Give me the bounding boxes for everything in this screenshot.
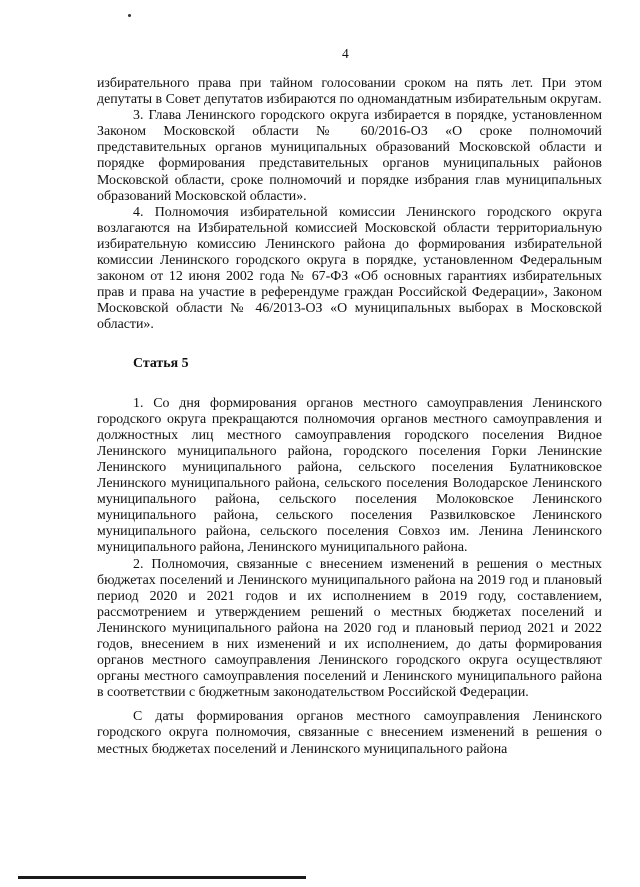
paragraph-budget-powers: 2. Полномочия, связанные с внесением изменений в решения о местных бюджетах поселений и Ленинского муниципального района на 2019 год и плановый период 2020 и 2021 годов и их исполнением в 2019 году, составлением, рассмотрением и утверждением решений о местных бюджетах поселений и Ленинского муниципального района на 2020 год и плановый период 2021 и 2022 годов, внесением в них изменений и их исполнением, до даты формирования органов местного самоуправления Ленинского городского округа осуществляют органы местного самоуправления поселений и Ленинского муниципального района в соответствии с бюджетным законодательством Российской Федерации. <box>97 556 602 701</box>
document-body <box>97 76 602 758</box>
scan-speck <box>128 14 131 17</box>
paragraph-election-commission: 4. Полномочия избирательной комиссии Ленинского городского округа возлагаются на Избирательной комиссией Московской области территориальную избирательную комиссию Ленинского района до формирования избирательной комиссии Ленинского городского округа в порядке, установленном Федеральным законом от 12 июня 2002 года № 67-ФЗ «Об основных гарантиях избирательных прав и права на участие в референдуме граждан Российской Федерации», Законом Московской области № 46/2013-ОЗ «О муниципальных выборах в Московской области». <box>97 204 602 333</box>
paragraph-head-election: 3. Глава Ленинского городского округа избирается в порядке, установленном Законом Московской области № 60/2016-ОЗ «О сроке полномочий представительных органов муниципальных образований Московской области и порядке формирования представительных органов муниципальных районов Московской области, сроке полномочий и порядке избрания глав муниципальных образований Московской области». <box>97 108 602 204</box>
paragraph-termination-powers: 1. Со дня формирования органов местного самоуправления Ленинского городского округа прекращаются полномочия органов местного самоуправления и должностных лиц местного самоуправления городского поселения Видное Ленинского муниципального района, городского поселения Горки Ленинские Ленинского муниципального района, сельского поселения Булатниковское Ленинского муниципального района, сельского поселения Володарское Ленинского муниципального района, сельского поселения Молоковское Ленинского муниципального района, сельского поселения Развилковское Ленинского муниципального района, сельского поселения Совхоз им. Ленина Ленинского муниципального района, Ленинского муниципального района. <box>97 395 602 556</box>
bottom-rule <box>18 876 306 879</box>
page-number: 4 <box>342 46 349 61</box>
paragraph-budget-transfer: С даты формирования органов местного самоуправления Ленинского городского округа полномочия, связанные с внесением изменений в решения о местных бюджетах поселений и Ленинского муниципального района <box>97 709 602 757</box>
article-title: Статья 5 <box>133 355 189 371</box>
paragraph-electoral-terms: избирательного права при тайном голосовании сроком на пять лет. При этом депутаты в Совет депутатов избираются по одномандатным избирательным округам. <box>97 76 602 108</box>
